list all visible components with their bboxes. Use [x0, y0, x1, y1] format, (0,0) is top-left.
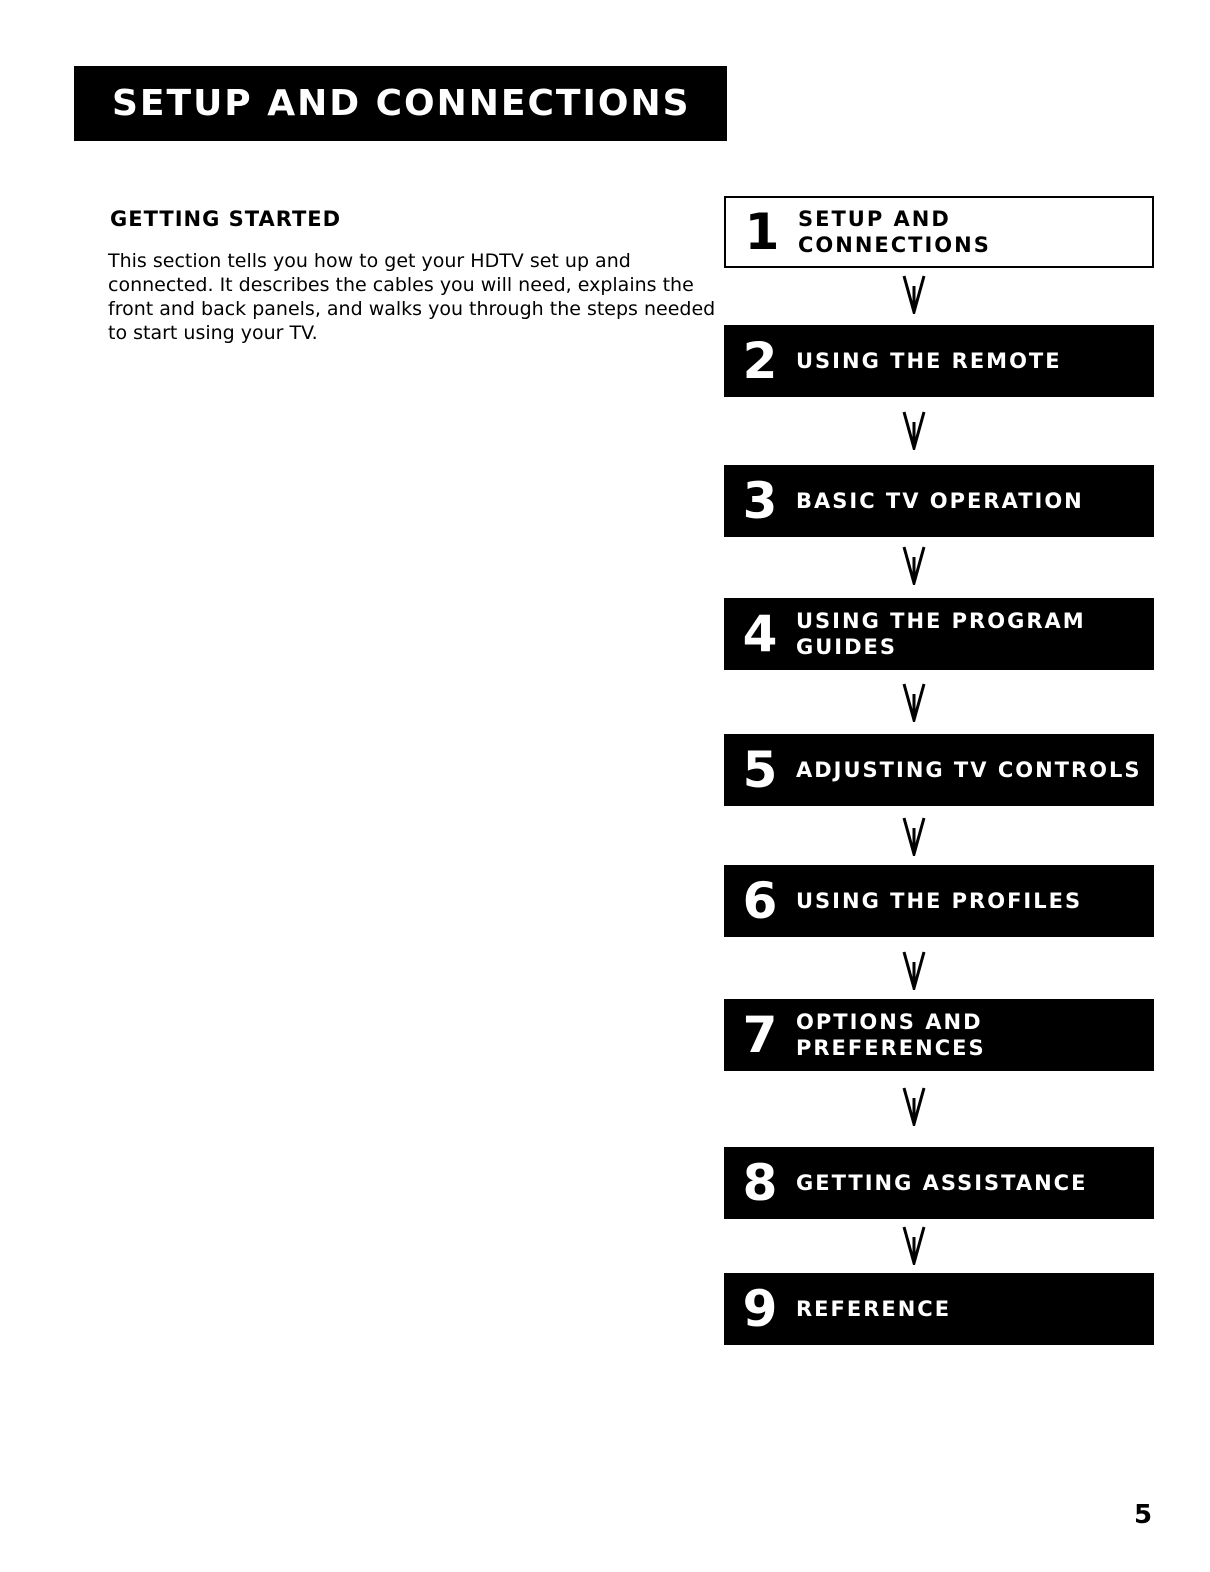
down-arrow-icon: [902, 1086, 926, 1126]
step-number: 6: [742, 872, 778, 930]
down-arrow-icon: [902, 950, 926, 990]
step-number: 1: [744, 203, 780, 261]
step-9-reference: [724, 1273, 1154, 1345]
step-label: REFERENCE: [796, 1297, 952, 1321]
step-label: BASIC TV OPERATION: [796, 489, 1084, 513]
step-3-basic-tv-operation: [724, 465, 1154, 537]
step-number: 7: [742, 1006, 778, 1064]
step-label: GETTING ASSISTANCE: [796, 1171, 1088, 1195]
down-arrow-icon: [902, 410, 926, 450]
step-7-options-and-preferences: [724, 999, 1154, 1071]
step-number: 2: [742, 332, 778, 390]
down-arrow-icon: [902, 1225, 926, 1265]
step-label: USING THE REMOTE: [796, 349, 1062, 373]
page-title: SETUP AND CONNECTIONS: [74, 66, 727, 141]
down-arrow-icon: [902, 816, 926, 856]
step-5-adjusting-tv-controls: [724, 734, 1154, 806]
step-number: 3: [742, 472, 778, 530]
step-number: 5: [742, 741, 778, 799]
step-number: 9: [742, 1280, 778, 1338]
step-4-using-the-program-guides: [724, 598, 1154, 670]
step-label: SETUP AND CONNECTIONS: [798, 207, 991, 257]
step-label: ADJUSTING TV CONTROLS: [796, 758, 1142, 782]
page-number: 5: [1134, 1500, 1153, 1530]
step-label: OPTIONS AND PREFERENCES: [796, 1010, 986, 1060]
down-arrow-icon: [902, 682, 926, 722]
step-number: 4: [742, 605, 778, 663]
step-1-setup-and-connections: [724, 196, 1154, 268]
down-arrow-icon: [902, 274, 926, 314]
step-number: 8: [742, 1154, 778, 1212]
step-2-using-the-remote: [724, 325, 1154, 397]
down-arrow-icon: [902, 545, 926, 585]
step-label: USING THE PROGRAM GUIDES: [796, 609, 1086, 659]
step-6-using-the-profiles: [724, 865, 1154, 937]
step-label: USING THE PROFILES: [796, 889, 1083, 913]
intro-paragraph: This section tells you how to get your HDTV set up and connected. It describes the cables you will need, explains the front and back panels, and walks you through the steps needed to start using your TV.: [108, 250, 716, 344]
section-heading: GETTING STARTED: [110, 207, 342, 231]
step-8-getting-assistance: [724, 1147, 1154, 1219]
